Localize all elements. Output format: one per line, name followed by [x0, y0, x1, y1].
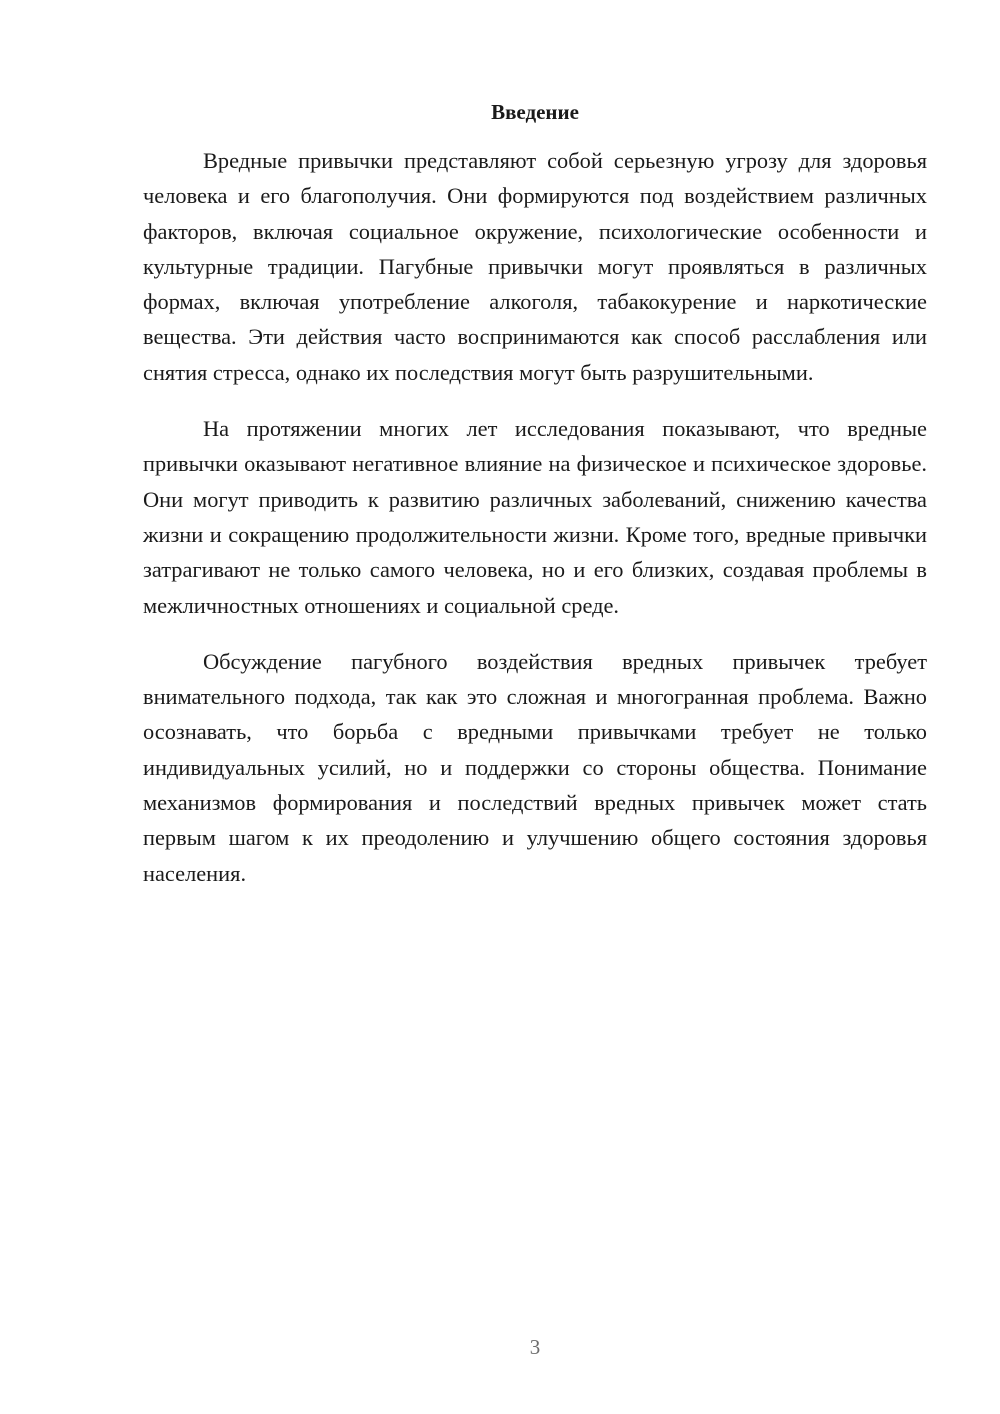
- paragraph-1: Вредные привычки представляют собой серьезную угрозу для здоровья человека и его благополучия. Они формируются под воздействием различных факторов, включая социальное окружение, психологические особенности и культурные традиции. Пагубные привычки могут проявляться в различных формах, включая употребление алкоголя, табакокурение и наркотические вещества. Эти действия часто воспринимаются как способ расслабления или снятия стресса, однако их последствия могут быть разрушительными.: [143, 148, 927, 385]
- paragraph-2: На протяжении многих лет исследования показывают, что вредные привычки оказывают негативное влияние на физическое и психическое здоровье. Они могут приводить к развитию различных заболеваний, снижению качества жизни и сокращению продолжительности жизни. Кроме того, вредные привычки затрагивают не только самого человека, но и его близких, создавая проблемы в межличностных отношениях и социальной среде.: [143, 416, 927, 618]
- paragraph-3: Обсуждение пагубного воздействия вредных привычек требует внимательного подхода, так как это сложная и многогранная проблема. Важно осознавать, что борьба с вредными привычками требует не только индивидуальных усилий, но и поддержки со стороны общества. Понимание механизмов формирования и последствий вредных привычек может стать первым шагом к их преодолению и улучшению общего состояния здоровья населения.: [143, 648, 927, 886]
- body-text: [143, 143, 927, 912]
- section-title: Введение: [491, 100, 579, 124]
- page-number: 3: [529, 1335, 541, 1359]
